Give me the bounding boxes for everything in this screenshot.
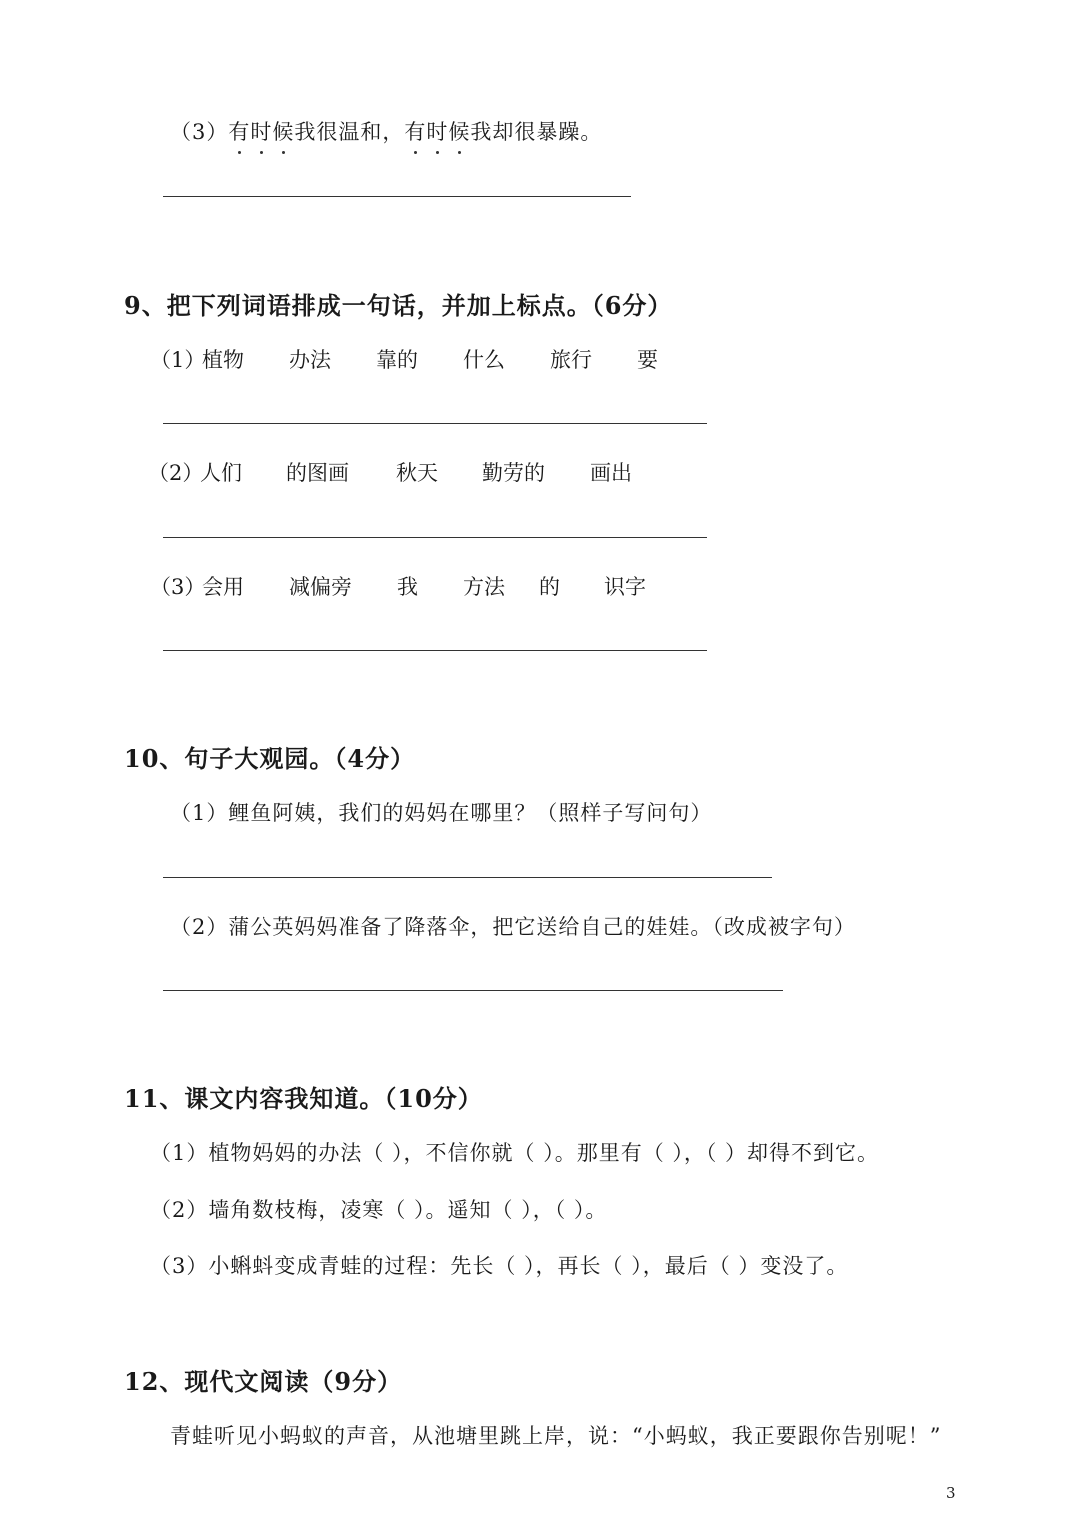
emphasis-char: 时 — [426, 116, 448, 146]
q8-item3-dotted-segment — [228, 120, 294, 144]
answer-line[interactable] — [163, 990, 783, 991]
emphasis-char: 时 — [250, 116, 272, 146]
q9-word: 勤劳的 — [482, 461, 545, 485]
q11-item1: （1）植物妈妈的办法（ ），不信你就（ ）。那里有（ ），（ ）却得不到它。 — [150, 1141, 880, 1165]
q9-word: 识字 — [604, 575, 646, 599]
q9-word: 减偏旁 — [289, 575, 352, 599]
emphasis-char: 有 — [228, 116, 250, 146]
q11-item2: （2）墙角数枝梅，凌寒（ ）。遥知（ ），（ ）。 — [150, 1198, 608, 1222]
q9-item3-label: （3） — [150, 575, 206, 599]
q8-item3-segment: 我很温和， — [294, 120, 405, 144]
q8-item3 — [170, 116, 602, 146]
q9-word: 的 — [539, 575, 560, 599]
q8-item3-dotted-segment — [404, 120, 470, 144]
q9-item1-label: （1） — [150, 348, 206, 372]
q9-word: 我 — [397, 575, 418, 599]
q9-word: 靠的 — [376, 348, 418, 372]
q12-heading: 12、现代文阅读（9分） — [124, 1367, 403, 1396]
q9-word: 人们 — [200, 461, 242, 485]
q9-word: 秋天 — [396, 461, 438, 485]
q9-word: 植物 — [202, 348, 244, 372]
q9-word: 画出 — [590, 461, 632, 485]
q11-heading: 11、课文内容我知道。（10分） — [124, 1084, 483, 1113]
q10-item1: （1）鲤鱼阿姨，我们的妈妈在哪里？（照样子写问句） — [170, 801, 713, 825]
q9-word: 方法 — [463, 575, 505, 599]
q9-word: 什么 — [463, 348, 505, 372]
answer-line[interactable] — [163, 877, 772, 878]
q8-item3-segment: 我却很暴躁。 — [470, 120, 603, 144]
emphasis-char: 有 — [404, 116, 426, 146]
answer-line[interactable] — [163, 423, 707, 424]
q11-item3: （3）小蝌蚪变成青蛙的过程：先长（ ），再长（ ），最后（ ）变没了。 — [150, 1254, 849, 1278]
q9-word: 要 — [637, 348, 658, 372]
q10-heading: 10、句子大观园。（4分） — [124, 744, 416, 773]
q9-item2-label: （2） — [148, 461, 204, 485]
answer-line[interactable] — [163, 196, 631, 197]
answer-line[interactable] — [163, 537, 707, 538]
emphasis-char: 候 — [272, 116, 294, 146]
q9-heading: 9、把下列词语排成一句话，并加上标点。（6分） — [124, 291, 673, 320]
q9-word: 的图画 — [286, 461, 349, 485]
emphasis-char: 候 — [448, 116, 470, 146]
q9-word: 办法 — [289, 348, 331, 372]
answer-line[interactable] — [163, 650, 707, 651]
page-number: 3 — [946, 1484, 956, 1502]
q10-item2: （2）蒲公英妈妈准备了降落伞，把它送给自己的娃娃。（改成被字句） — [170, 915, 856, 939]
q12-passage: 青蛙听见小蚂蚁的声音，从池塘里跳上岸，说：“小蚂蚁，我正要跟你告别呢！” — [170, 1424, 942, 1448]
q9-word: 会用 — [202, 575, 244, 599]
q8-item3-label: （3） — [170, 120, 229, 144]
q9-word: 旅行 — [550, 348, 592, 372]
